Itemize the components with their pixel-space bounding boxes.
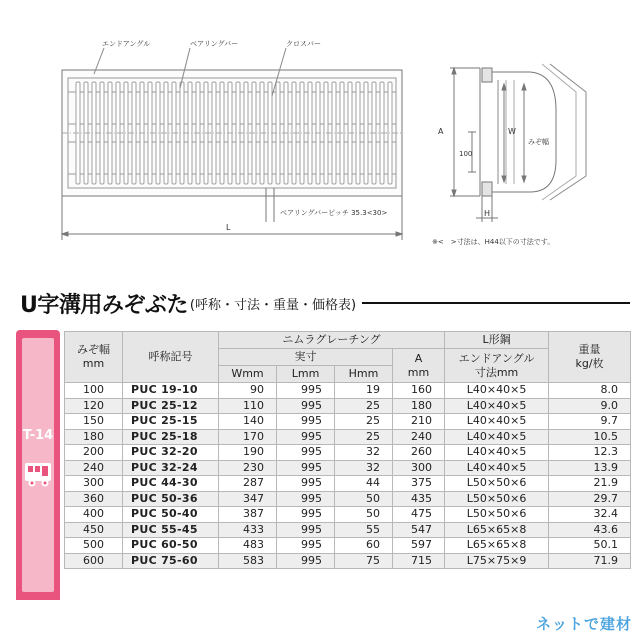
cell-code: PUC 25-12	[123, 398, 219, 414]
cell-l: 995	[277, 491, 335, 507]
cell-l: 995	[277, 476, 335, 492]
l-steel-header: L形鋼	[445, 332, 549, 349]
section-title	[20, 286, 630, 320]
a-label: A	[438, 127, 444, 136]
cross-bar-label: クロスバー	[286, 40, 321, 48]
cell-h: 60	[335, 538, 393, 554]
side-tab	[16, 330, 60, 600]
end-angle-header	[445, 349, 549, 383]
table-row	[65, 383, 631, 399]
bearing-bar-label: ベアリングバー	[190, 40, 239, 48]
cell-w: 140	[219, 414, 277, 430]
cell-w: 230	[219, 460, 277, 476]
cell-weight: 29.7	[549, 491, 631, 507]
w-label: W	[508, 127, 516, 136]
cell-h: 32	[335, 460, 393, 476]
cell-w: 583	[219, 553, 277, 569]
cell-width: 150	[65, 414, 123, 430]
cell-weight: 71.9	[549, 553, 631, 569]
cell-w: 433	[219, 522, 277, 538]
cell-angle: L50×50×6	[445, 507, 549, 523]
cell-angle: L40×40×5	[445, 383, 549, 399]
cell-code: PUC 50-36	[123, 491, 219, 507]
footnote: ※< >寸法は、H44以下の寸法です。	[432, 238, 555, 246]
cell-h: 25	[335, 414, 393, 430]
table-row	[65, 507, 631, 523]
cell-angle: L65×65×8	[445, 538, 549, 554]
cell-width: 120	[65, 398, 123, 414]
cell-angle: L40×40×5	[445, 429, 549, 445]
cell-width: 360	[65, 491, 123, 507]
cell-a: 475	[393, 507, 445, 523]
cell-h: 19	[335, 383, 393, 399]
cell-angle: L50×50×6	[445, 491, 549, 507]
cell-width: 450	[65, 522, 123, 538]
cell-w: 347	[219, 491, 277, 507]
cell-a: 300	[393, 460, 445, 476]
cell-width: 500	[65, 538, 123, 554]
table-row	[65, 538, 631, 554]
end-angle-header-label: エンドアングル	[458, 351, 535, 365]
cell-width: 600	[65, 553, 123, 569]
cell-width: 200	[65, 445, 123, 461]
cell-a: 180	[393, 398, 445, 414]
table-row	[65, 398, 631, 414]
title-rule	[362, 302, 630, 304]
cell-l: 995	[277, 429, 335, 445]
cell-width: 240	[65, 460, 123, 476]
cell-weight: 32.4	[549, 507, 631, 523]
cell-h: 25	[335, 429, 393, 445]
cell-weight: 13.9	[549, 460, 631, 476]
cell-weight: 43.6	[549, 522, 631, 538]
a-header	[393, 349, 445, 383]
cell-code: PUC 19-10	[123, 383, 219, 399]
table-row	[65, 522, 631, 538]
cell-w: 90	[219, 383, 277, 399]
cell-w: 287	[219, 476, 277, 492]
cell-h: 50	[335, 507, 393, 523]
cell-width: 300	[65, 476, 123, 492]
cell-l: 995	[277, 522, 335, 538]
cell-angle: L50×50×6	[445, 476, 549, 492]
cell-weight: 9.0	[549, 398, 631, 414]
cell-weight: 21.9	[549, 476, 631, 492]
cell-a: 715	[393, 553, 445, 569]
cell-code: PUC 32-24	[123, 460, 219, 476]
cell-w: 483	[219, 538, 277, 554]
cell-width: 400	[65, 507, 123, 523]
h-label: H	[484, 209, 491, 218]
cell-angle: L40×40×5	[445, 398, 549, 414]
side-tab-code: T-14	[22, 428, 54, 443]
cell-l: 995	[277, 398, 335, 414]
hundred-label: 100	[459, 150, 473, 158]
pitch-label: ベアリングバーピッチ 35.3<30>	[280, 209, 388, 217]
cell-w: 170	[219, 429, 277, 445]
cell-width: 180	[65, 429, 123, 445]
cell-code: PUC 25-15	[123, 414, 219, 430]
table-row	[65, 460, 631, 476]
cell-a: 260	[393, 445, 445, 461]
table-row	[65, 445, 631, 461]
width-header-unit: mm	[82, 357, 105, 370]
cell-w: 387	[219, 507, 277, 523]
weight-header	[549, 332, 631, 383]
cell-code: PUC 44-30	[123, 476, 219, 492]
cell-l: 995	[277, 445, 335, 461]
cell-w: 110	[219, 398, 277, 414]
cell-h: 25	[335, 398, 393, 414]
spec-table	[64, 331, 631, 569]
cell-l: 995	[277, 538, 335, 554]
section-title-main: U字溝用みぞぶた	[20, 292, 188, 318]
cell-l: 995	[277, 383, 335, 399]
actual-header: 実寸	[219, 349, 393, 366]
cell-l: 995	[277, 460, 335, 476]
cell-width: 100	[65, 383, 123, 399]
cell-weight: 50.1	[549, 538, 631, 554]
cell-weight: 8.0	[549, 383, 631, 399]
cell-l: 995	[277, 414, 335, 430]
cell-weight: 9.7	[549, 414, 631, 430]
cell-a: 435	[393, 491, 445, 507]
cell-weight: 12.3	[549, 445, 631, 461]
cell-angle: L75×75×9	[445, 553, 549, 569]
cell-a: 597	[393, 538, 445, 554]
l-header: Lmm	[277, 366, 335, 383]
a-header-label: A	[414, 351, 423, 365]
cell-code: PUC 25-18	[123, 429, 219, 445]
length-label: L	[226, 223, 231, 232]
cell-angle: L40×40×5	[445, 414, 549, 430]
cell-angle: L65×65×8	[445, 522, 549, 538]
table-row	[65, 414, 631, 430]
table-row	[65, 553, 631, 569]
cell-h: 75	[335, 553, 393, 569]
weight-header-unit: kg/枚	[575, 357, 604, 370]
end-angle-label: エンドアングル	[102, 40, 151, 48]
table-row	[65, 491, 631, 507]
cell-a: 547	[393, 522, 445, 538]
width-header-label: みぞ幅	[77, 343, 110, 356]
cell-a: 210	[393, 414, 445, 430]
table-row	[65, 429, 631, 445]
cell-code: PUC 55-45	[123, 522, 219, 538]
cell-h: 32	[335, 445, 393, 461]
bus-icon	[24, 460, 52, 488]
cell-h: 55	[335, 522, 393, 538]
cell-angle: L40×40×5	[445, 445, 549, 461]
cell-h: 44	[335, 476, 393, 492]
cell-angle: L40×40×5	[445, 460, 549, 476]
table-row	[65, 476, 631, 492]
section-view	[450, 64, 586, 222]
cell-a: 160	[393, 383, 445, 399]
table-body	[65, 383, 631, 569]
width-header	[65, 332, 123, 383]
cell-weight: 10.5	[549, 429, 631, 445]
cell-code: PUC 50-40	[123, 507, 219, 523]
technical-drawing	[0, 0, 640, 262]
weight-header-label: 重量	[578, 343, 601, 356]
cell-code: PUC 75-60	[123, 553, 219, 569]
grating-header: ニムラグレーチング	[219, 332, 445, 349]
end-angle-header-unit: 寸法mm	[474, 365, 519, 379]
watermark: ネットで建材	[535, 615, 632, 633]
section-title-sub: (呼称・寸法・重量・価格表)	[189, 297, 357, 313]
groove-width-label: みぞ幅	[528, 138, 549, 146]
w-header: Wmm	[219, 366, 277, 383]
a-header-unit: mm	[407, 365, 430, 379]
cell-code: PUC 32-20	[123, 445, 219, 461]
cell-a: 375	[393, 476, 445, 492]
cell-a: 240	[393, 429, 445, 445]
cell-w: 190	[219, 445, 277, 461]
cell-h: 50	[335, 491, 393, 507]
h-header: Hmm	[335, 366, 393, 383]
cell-code: PUC 60-50	[123, 538, 219, 554]
code-header: 呼称記号	[123, 332, 219, 383]
cell-l: 995	[277, 553, 335, 569]
cell-l: 995	[277, 507, 335, 523]
